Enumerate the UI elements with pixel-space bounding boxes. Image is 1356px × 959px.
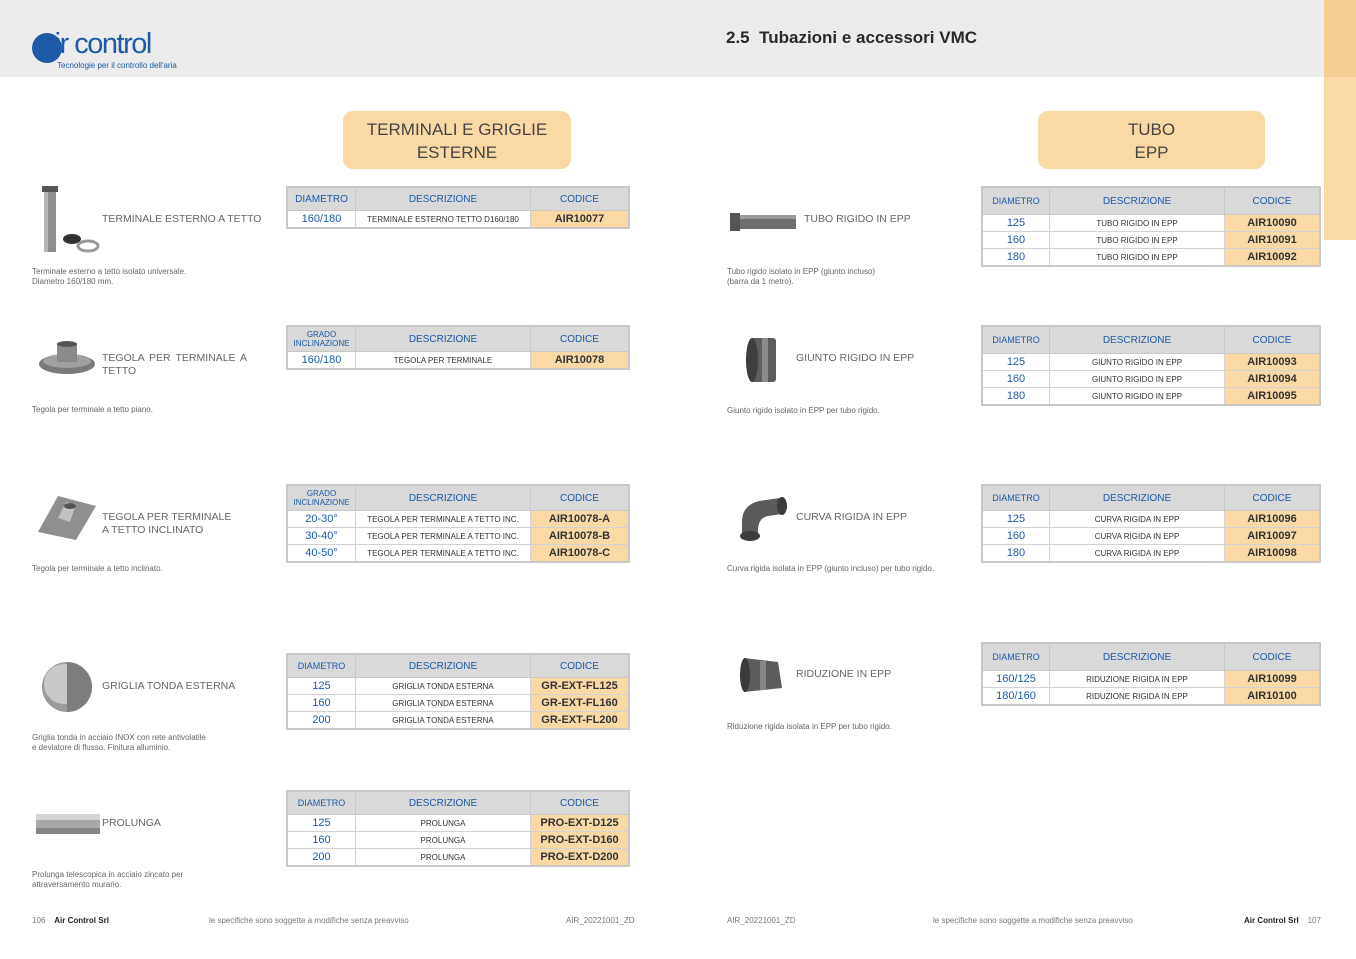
joint-icon (744, 334, 780, 386)
chapter-tab-top (1324, 0, 1356, 77)
table-row (982, 671, 1320, 688)
table-row (287, 712, 629, 730)
product-description (727, 267, 875, 287)
product-name: GIUNTO RIGIDO IN EPP (796, 352, 915, 364)
header-codice: CODICE (531, 654, 630, 678)
cell-descrizione: GRIGLIA TONDA ESTERNA (356, 712, 531, 730)
header-codice: CODICE (531, 326, 630, 352)
table-row (287, 678, 629, 695)
cell-codice: AIR10096 (1225, 511, 1321, 528)
cell-descrizione: GIUNTO RIGIDO IN EPP (1050, 354, 1225, 371)
table-row (982, 545, 1320, 563)
header-codice: CODICE (531, 187, 630, 211)
round-grille-icon (40, 660, 94, 714)
product-description (32, 564, 163, 574)
elbow-icon (732, 492, 790, 544)
desc-line: Riduzione rigida isolata in EPP per tubo rigido. (727, 722, 892, 731)
cell-grado: 40-50° (287, 545, 356, 563)
header-diametro: DIAMETRO (287, 654, 356, 678)
header-descrizione: DESCRIZIONE (356, 654, 531, 678)
footer-doc-code: AIR_20221001_ZD (566, 916, 635, 925)
desc-line: Giunto rigido isolato in EPP per tubo rigido. (727, 406, 880, 415)
table-row (982, 215, 1320, 232)
table-header-row (982, 326, 1320, 354)
cell-codice: AIR10078-B (531, 528, 630, 545)
cell-codice: AIR10091 (1225, 232, 1321, 249)
table-header-row (287, 187, 629, 211)
section-number: 2.5 (726, 28, 750, 47)
cell-descrizione: RIDUZIONE RIGIDA IN EPP (1050, 671, 1225, 688)
cell-descrizione: RIDUZIONE RIGIDA IN EPP (1050, 688, 1225, 706)
cell-codice: AIR10078-A (531, 511, 630, 528)
desc-line: Tubo rigido isolato in EPP (giunto incluso) (727, 267, 876, 276)
cell-codice: AIR10095 (1225, 388, 1321, 406)
category-line1: TERMINALI E GRIGLIE (366, 120, 548, 139)
table-row (982, 688, 1320, 706)
product-description (727, 564, 934, 574)
product-table (981, 186, 1321, 267)
cell-codice: AIR10099 (1225, 671, 1321, 688)
section-title (726, 28, 977, 48)
header-descrizione: DESCRIZIONE (356, 187, 531, 211)
cell-codice: AIR10090 (1225, 215, 1321, 232)
header-grado-inclinazione (287, 485, 356, 511)
table-row (982, 528, 1320, 545)
header-descrizione: DESCRIZIONE (1050, 485, 1225, 511)
table-header-row (982, 485, 1320, 511)
desc-line: Tegola per terminale a tetto inclinato. (32, 564, 163, 573)
footer-doc-code: AIR_20221001_ZD (727, 916, 796, 925)
table-row (287, 352, 629, 370)
product-description (32, 405, 153, 415)
footer-right-page (1244, 916, 1321, 925)
desc-line: Terminale esterno a tetto isolato universale. (32, 267, 187, 276)
header-codice: CODICE (531, 485, 630, 511)
name-line: A TETTO INCLINATO (102, 524, 204, 536)
table-row (287, 545, 629, 563)
product-description (32, 267, 186, 287)
page-number: 106 (32, 916, 46, 925)
company-name: Air Control Srl (54, 916, 109, 925)
cell-descrizione: CURVA RIGIDA IN EPP (1050, 545, 1225, 563)
cell-descrizione: TUBO RIGIDO IN EPP (1050, 249, 1225, 267)
desc-line: Griglia tonda in acciaio INOX con rete antivolatile (32, 733, 206, 742)
product-name: CURVA RIGIDA IN EPP (796, 511, 908, 523)
cell-descrizione: GIUNTO RIGIDO IN EPP (1050, 388, 1225, 406)
header-line: GRADO (306, 330, 337, 339)
category-line2: ESTERNE (416, 143, 498, 162)
header-line: INCLINAZIONE (293, 339, 350, 348)
product-description (32, 870, 183, 890)
table-row (287, 849, 629, 867)
company-name: Air Control Srl (1244, 916, 1299, 925)
table-header-row (287, 654, 629, 678)
header-diametro: DIAMETRO (982, 187, 1050, 215)
table-row (287, 528, 629, 545)
header-codice: CODICE (1225, 187, 1321, 215)
product-table (981, 484, 1321, 563)
cell-diametro: 160/125 (982, 671, 1050, 688)
header-codice: CODICE (531, 791, 630, 815)
table-row (287, 695, 629, 712)
name-line: TETTO (102, 365, 137, 377)
category-terminali (343, 111, 571, 169)
cell-diametro: 160 (287, 695, 356, 712)
cell-codice: AIR10078 (531, 352, 630, 370)
table-row (982, 249, 1320, 267)
cell-codice: AIR10077 (531, 211, 630, 229)
cell-codice: GR-EXT-FL160 (531, 695, 630, 712)
header-codice: CODICE (1225, 485, 1321, 511)
category-line1: TUBO (1127, 120, 1176, 139)
cell-diametro: 125 (982, 215, 1050, 232)
table-row (287, 211, 629, 229)
table-header-row (982, 187, 1320, 215)
table-row (982, 232, 1320, 249)
cell-diametro: 200 (287, 712, 356, 730)
header-line: INCLINAZIONE (293, 498, 350, 507)
cell-codice: GR-EXT-FL200 (531, 712, 630, 730)
product-name: TUBO RIGIDO IN EPP (804, 213, 911, 225)
header-descrizione: DESCRIZIONE (1050, 326, 1225, 354)
cell-diametro: 200 (287, 849, 356, 867)
cell-descrizione: GIUNTO RIGIDO IN EPP (1050, 371, 1225, 388)
cell-descrizione: TERMINALE ESTERNO TETTO D160/180 (356, 211, 531, 229)
cell-descrizione: PROLUNGA (356, 815, 531, 832)
name-line: TEGOLA PER TERMINALE (102, 511, 232, 523)
product-table (286, 790, 630, 867)
footer-notice: le specifiche sono soggette a modifiche senza preavviso (209, 916, 409, 925)
product-name (102, 511, 231, 537)
cell-descrizione: PROLUNGA (356, 849, 531, 867)
desc-line: Prolunga telescopica in acciaio zincato per (32, 870, 184, 879)
cell-codice: AIR10097 (1225, 528, 1321, 545)
category-tubo (1038, 111, 1265, 169)
header-descrizione: DESCRIZIONE (356, 326, 531, 352)
category-line2: EPP (1134, 143, 1169, 162)
header-codice: CODICE (1225, 643, 1321, 671)
cell-diametro: 125 (287, 815, 356, 832)
cell-descrizione: GRIGLIA TONDA ESTERNA (356, 695, 531, 712)
table-header-row (287, 326, 629, 352)
cell-descrizione: TEGOLA PER TERMINALE A TETTO INC. (356, 545, 531, 563)
logo-tagline: Tecnologie per il controllo dell'aria (57, 61, 177, 70)
table-row (287, 511, 629, 528)
cell-descrizione: GRIGLIA TONDA ESTERNA (356, 678, 531, 695)
header-diametro: DIAMETRO (982, 643, 1050, 671)
cell-diametro: 180 (982, 249, 1050, 267)
table-row (287, 815, 629, 832)
cell-codice: AIR10078-C (531, 545, 630, 563)
header-grado-inclinazione (287, 326, 356, 352)
reducer-icon (738, 654, 788, 696)
page-number: 107 (1307, 916, 1321, 925)
cell-diametro: 160 (982, 371, 1050, 388)
cell-diametro: 180/160 (982, 688, 1050, 706)
cell-diametro: 180 (982, 545, 1050, 563)
cell-descrizione: PROLUNGA (356, 832, 531, 849)
cell-codice: PRO-EXT-D200 (531, 849, 630, 867)
header-diametro: DIAMETRO (287, 791, 356, 815)
product-table (286, 186, 630, 229)
product-description (727, 406, 880, 416)
product-name (102, 352, 247, 378)
cell-codice: AIR10093 (1225, 354, 1321, 371)
table-row (982, 511, 1320, 528)
header-diametro: DIAMETRO (982, 485, 1050, 511)
table-row (982, 388, 1320, 406)
cell-grado: 20-30° (287, 511, 356, 528)
table-row (287, 832, 629, 849)
cell-codice: PRO-EXT-D125 (531, 815, 630, 832)
flat-tile-icon (38, 340, 98, 378)
cell-grado: 160/180 (287, 352, 356, 370)
logo-text: air control (40, 28, 151, 60)
header-descrizione: DESCRIZIONE (356, 485, 531, 511)
cell-diametro: 125 (982, 511, 1050, 528)
desc-line: Tegola per terminale a tetto piano. (32, 405, 153, 414)
cell-descrizione: CURVA RIGIDA IN EPP (1050, 511, 1225, 528)
cell-codice: AIR10094 (1225, 371, 1321, 388)
header-descrizione: DESCRIZIONE (1050, 643, 1225, 671)
page-header (0, 0, 1324, 77)
header-descrizione: DESCRIZIONE (1050, 187, 1225, 215)
product-table (286, 653, 630, 730)
product-name: PROLUNGA (102, 817, 161, 829)
rigid-pipe-icon (728, 210, 798, 236)
cell-descrizione: CURVA RIGIDA IN EPP (1050, 528, 1225, 545)
table-header-row (982, 643, 1320, 671)
cell-descrizione: TUBO RIGIDO IN EPP (1050, 232, 1225, 249)
header-line: GRADO (306, 489, 337, 498)
product-name: TERMINALE ESTERNO A TETTO (102, 213, 262, 225)
product-table (286, 484, 630, 563)
product-name: RIDUZIONE IN EPP (796, 668, 892, 680)
name-line: TEGOLA PER TERMINALE A (102, 352, 247, 364)
table-header-row (287, 485, 629, 511)
desc-line: (barra da 1 metro). (727, 277, 794, 286)
cell-descrizione: TEGOLA PER TERMINALE A TETTO INC. (356, 528, 531, 545)
product-name: GRIGLIA TONDA ESTERNA (102, 680, 236, 692)
desc-line: e deviatore di flusso. Finitura alluminio. (32, 743, 171, 752)
cell-descrizione: TEGOLA PER TERMINALE (356, 352, 531, 370)
section-title-text: Tubazioni e accessori VMC (759, 28, 978, 47)
product-table (981, 642, 1321, 706)
cell-diametro: 160 (982, 232, 1050, 249)
product-description (727, 722, 892, 732)
table-row (982, 354, 1320, 371)
cell-descrizione: TUBO RIGIDO IN EPP (1050, 215, 1225, 232)
cell-diametro: 125 (287, 678, 356, 695)
product-table (286, 325, 630, 370)
cell-diametro: 160 (982, 528, 1050, 545)
desc-line: Curva rigida isolata in EPP (giunto incluso) per tubo rigido. (727, 564, 935, 573)
header-diametro: DIAMETRO (287, 187, 356, 211)
inclined-tile-icon (36, 492, 98, 542)
table-header-row (287, 791, 629, 815)
cell-diametro: 160 (287, 832, 356, 849)
cell-codice: AIR10092 (1225, 249, 1321, 267)
header-codice: CODICE (1225, 326, 1321, 354)
cell-diametro: 180 (982, 388, 1050, 406)
desc-line: attraversamento murario. (32, 880, 122, 889)
extension-pipe-icon (34, 810, 102, 838)
cell-diametro: 160/180 (287, 211, 356, 229)
cell-codice: GR-EXT-FL125 (531, 678, 630, 695)
table-row (982, 371, 1320, 388)
header-diametro: DIAMETRO (982, 326, 1050, 354)
roof-terminal-icon (36, 186, 100, 256)
footer-left-page (32, 916, 109, 925)
cell-codice: AIR10100 (1225, 688, 1321, 706)
desc-line: Diametro 160/180 mm. (32, 277, 114, 286)
cell-grado: 30-40° (287, 528, 356, 545)
cell-codice: AIR10098 (1225, 545, 1321, 563)
header-descrizione: DESCRIZIONE (356, 791, 531, 815)
product-description (32, 733, 206, 753)
footer-notice: le specifiche sono soggette a modifiche senza preavviso (933, 916, 1133, 925)
cell-descrizione: TEGOLA PER TERMINALE A TETTO INC. (356, 511, 531, 528)
cell-codice: PRO-EXT-D160 (531, 832, 630, 849)
product-table (981, 325, 1321, 406)
cell-diametro: 125 (982, 354, 1050, 371)
